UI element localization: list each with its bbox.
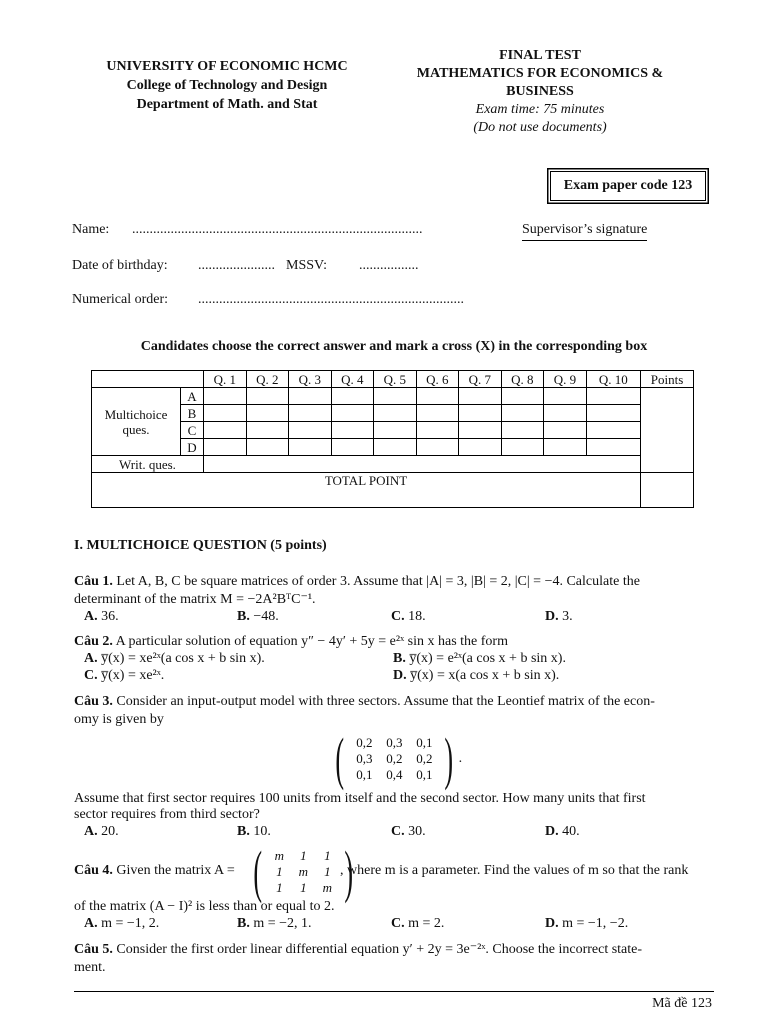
answer-cell[interactable] bbox=[501, 422, 544, 439]
question-3-after-line1: Assume that first sector requires 100 units from itself and the second sector. How many units that first bbox=[74, 791, 646, 806]
multichoice-label bbox=[92, 388, 181, 456]
q-header: Q. 6 bbox=[416, 371, 459, 388]
q2-option-a[interactable]: A. y̅(x) = xe²ˣ(a cos x + b sin x). bbox=[84, 651, 265, 666]
answer-cell[interactable] bbox=[289, 422, 332, 439]
option-label: C bbox=[181, 422, 204, 439]
exam-note: (Do not use documents) bbox=[473, 120, 607, 135]
answer-cell[interactable] bbox=[204, 388, 247, 405]
leontief-matrix: ( 0,2 0,3 0,1 0,3 0,2 0,2 0,1 0,4 0,1 ) . bbox=[335, 726, 463, 791]
question-5-line2: ment. bbox=[74, 960, 106, 975]
question-text: Consider an input-output model with three sectors. Assume that the Leontief matrix of the econ- bbox=[116, 694, 655, 709]
answer-cell[interactable] bbox=[586, 439, 640, 456]
answer-cell[interactable] bbox=[416, 388, 459, 405]
answer-cell[interactable] bbox=[544, 439, 587, 456]
question-text: Consider the first order linear differential equation y′ + 2y = 3e⁻²ˣ. Choose the incorrect state- bbox=[116, 942, 643, 957]
section-title: I. MULTICHOICE QUESTION (5 points) bbox=[74, 538, 327, 553]
dob-dots: ...................... bbox=[198, 258, 275, 273]
written-label: Writ. ques. bbox=[92, 456, 204, 473]
institution-header bbox=[72, 57, 382, 114]
table-row bbox=[92, 456, 694, 473]
answer-cell[interactable] bbox=[374, 388, 417, 405]
answer-cell[interactable] bbox=[459, 439, 502, 456]
option-label: D bbox=[181, 439, 204, 456]
q-header: Q. 2 bbox=[246, 371, 289, 388]
answer-cell[interactable] bbox=[416, 439, 459, 456]
answer-cell[interactable] bbox=[246, 439, 289, 456]
answer-cell[interactable] bbox=[501, 388, 544, 405]
exam-time: Exam time: 75 minutes bbox=[475, 102, 605, 117]
option-label: B bbox=[181, 405, 204, 422]
university-name: UNIVERSITY OF ECONOMIC HCMC bbox=[106, 59, 348, 74]
left-paren: ( bbox=[335, 726, 345, 791]
points-header: Points bbox=[641, 371, 694, 388]
right-paren: ) bbox=[344, 839, 354, 904]
answer-cell[interactable] bbox=[459, 422, 502, 439]
answer-cell[interactable] bbox=[289, 388, 332, 405]
answer-cell[interactable] bbox=[204, 422, 247, 439]
question-4-text-after: , where m is a parameter. Find the values of m so that the rank bbox=[340, 863, 689, 878]
answer-cell[interactable] bbox=[459, 388, 502, 405]
answer-cell[interactable] bbox=[586, 422, 640, 439]
q3-option-a[interactable]: A. 20. bbox=[84, 824, 119, 839]
department-name: Department of Math. and Stat bbox=[136, 97, 318, 112]
question-text: Let A, B, C be square matrices of order 3. Assume that |A| = 3, |B| = 2, |C| = −4. Calculate the bbox=[116, 574, 640, 589]
exam-subject-line1: MATHEMATICS FOR ECONOMICS & bbox=[416, 66, 664, 81]
q3-option-b[interactable]: B. 10. bbox=[237, 824, 271, 839]
question-label: Câu 2. bbox=[74, 634, 113, 649]
order-dots: ............................................................................ bbox=[198, 292, 464, 307]
answer-cell[interactable] bbox=[544, 388, 587, 405]
q-header: Q. 3 bbox=[289, 371, 332, 388]
answer-cell[interactable] bbox=[501, 405, 544, 422]
table-row bbox=[92, 422, 694, 439]
answer-cell[interactable] bbox=[374, 439, 417, 456]
question-3-after-line2: sector requires from third sector? bbox=[74, 807, 260, 822]
left-paren: ( bbox=[253, 839, 263, 904]
total-point-label: TOTAL POINT bbox=[92, 473, 641, 508]
question-2 bbox=[74, 633, 714, 651]
footer-code: Mã đề 123 bbox=[652, 996, 712, 1011]
q4-option-a[interactable]: A. m = −1, 2. bbox=[84, 916, 160, 931]
question-4 bbox=[74, 863, 235, 879]
question-4-line2: of the matrix (A − I)² is less than or equal to 2. bbox=[74, 899, 335, 914]
question-label: Câu 5. bbox=[74, 942, 113, 957]
q-header: Q. 5 bbox=[374, 371, 417, 388]
table-corner bbox=[92, 371, 204, 388]
points-cell[interactable] bbox=[641, 388, 694, 473]
question-1 bbox=[74, 573, 714, 591]
q3-option-d[interactable]: D. 40. bbox=[545, 824, 580, 839]
total-point-cell[interactable] bbox=[641, 473, 694, 508]
q4-option-b[interactable]: B. m = −2, 1. bbox=[237, 916, 312, 931]
right-paren: ) bbox=[444, 726, 454, 791]
answer-cell[interactable] bbox=[204, 405, 247, 422]
answer-cell[interactable] bbox=[374, 422, 417, 439]
answer-cell[interactable] bbox=[459, 405, 502, 422]
q2-option-d[interactable]: D. y̅(x) = x(a cos x + b sin x). bbox=[393, 668, 560, 683]
answer-cell[interactable] bbox=[331, 388, 374, 405]
answer-cell[interactable] bbox=[246, 405, 289, 422]
name-dots: ................................................................................... bbox=[132, 222, 423, 237]
answer-cell[interactable] bbox=[544, 422, 587, 439]
name-label: Name: bbox=[72, 222, 110, 237]
table-row bbox=[92, 388, 694, 405]
q1-option-b[interactable]: B. −48. bbox=[237, 609, 279, 624]
table-row bbox=[92, 473, 694, 508]
answer-cell[interactable] bbox=[331, 405, 374, 422]
answer-cell[interactable] bbox=[586, 405, 640, 422]
multichoice-label-line2: ques. bbox=[122, 421, 150, 437]
exam-header bbox=[385, 47, 695, 137]
answer-cell[interactable] bbox=[416, 422, 459, 439]
answer-cell[interactable] bbox=[374, 405, 417, 422]
q4-option-d[interactable]: D. m = −1, −2. bbox=[545, 916, 629, 931]
exam-title: FINAL TEST bbox=[499, 48, 581, 63]
matrix-entries: m 1 1 1 m 1 1 1 m bbox=[274, 848, 333, 895]
question-label: Câu 1. bbox=[74, 574, 113, 589]
multichoice-label-line1: Multichoice bbox=[104, 406, 168, 422]
question-text: A particular solution of equation y″ − 4y′ + 5y = e²ˣ sin x has the form bbox=[115, 634, 508, 649]
question-3-line2: omy is given by bbox=[74, 712, 164, 727]
q1-option-c[interactable]: C. 18. bbox=[391, 609, 426, 624]
exam-subject-line2: BUSINESS bbox=[506, 84, 574, 99]
answer-cell[interactable] bbox=[544, 405, 587, 422]
answer-cell[interactable] bbox=[246, 388, 289, 405]
answer-cell[interactable] bbox=[289, 439, 332, 456]
question-label: Câu 3. bbox=[74, 694, 113, 709]
mssv-dots: ................. bbox=[359, 258, 419, 273]
dob-label: Date of birthday: bbox=[72, 258, 168, 273]
q-header: Q. 4 bbox=[331, 371, 374, 388]
question-1-line2: determinant of the matrix M = −2A²BᵀC⁻¹. bbox=[74, 592, 316, 607]
answer-cell[interactable] bbox=[501, 439, 544, 456]
answer-cell[interactable] bbox=[416, 405, 459, 422]
q-header: Q. 9 bbox=[544, 371, 587, 388]
q-header: Q. 10 bbox=[586, 371, 640, 388]
answer-cell[interactable] bbox=[246, 422, 289, 439]
supervisor-signature: Supervisor’s signature bbox=[522, 222, 647, 241]
answer-cell[interactable] bbox=[331, 439, 374, 456]
answer-cell[interactable] bbox=[586, 388, 640, 405]
q-header: Q. 7 bbox=[459, 371, 502, 388]
q1-option-d[interactable]: D. 3. bbox=[545, 609, 573, 624]
table-row bbox=[92, 439, 694, 456]
exam-code-box: Exam paper code 123 bbox=[550, 171, 706, 201]
answer-table bbox=[91, 370, 694, 508]
question-label: Câu 4. bbox=[74, 863, 113, 878]
matrix-entries: 0,2 0,3 0,1 0,3 0,2 0,2 0,1 0,4 0,1 bbox=[356, 735, 433, 782]
answer-cell[interactable] bbox=[204, 439, 247, 456]
instruction: Candidates choose the correct answer and mark a cross (X) in the corresponding box bbox=[140, 339, 648, 354]
q2-option-c[interactable]: C. y̅(x) = xe²ˣ. bbox=[84, 668, 165, 683]
table-row bbox=[92, 405, 694, 422]
q-header: Q. 8 bbox=[501, 371, 544, 388]
q4-option-c[interactable]: C. m = 2. bbox=[391, 916, 445, 931]
question-3 bbox=[74, 693, 714, 711]
q-header: Q. 1 bbox=[204, 371, 247, 388]
question-text-before: Given the matrix A = bbox=[116, 863, 235, 878]
q3-option-c[interactable]: C. 30. bbox=[391, 824, 426, 839]
table-header-row bbox=[92, 371, 694, 388]
mssv-label: MSSV: bbox=[286, 258, 327, 273]
q2-option-b[interactable]: B. y̅(x) = e²ˣ(a cos x + b sin x). bbox=[393, 651, 566, 666]
option-label: A bbox=[181, 388, 204, 405]
written-cell[interactable] bbox=[204, 456, 641, 473]
question-5 bbox=[74, 941, 714, 959]
answer-cell[interactable] bbox=[289, 405, 332, 422]
footer-divider bbox=[74, 991, 714, 992]
college-name: College of Technology and Design bbox=[126, 78, 328, 93]
q1-option-a[interactable]: A. 36. bbox=[84, 609, 119, 624]
order-label: Numerical order: bbox=[72, 292, 169, 307]
answer-cell[interactable] bbox=[331, 422, 374, 439]
